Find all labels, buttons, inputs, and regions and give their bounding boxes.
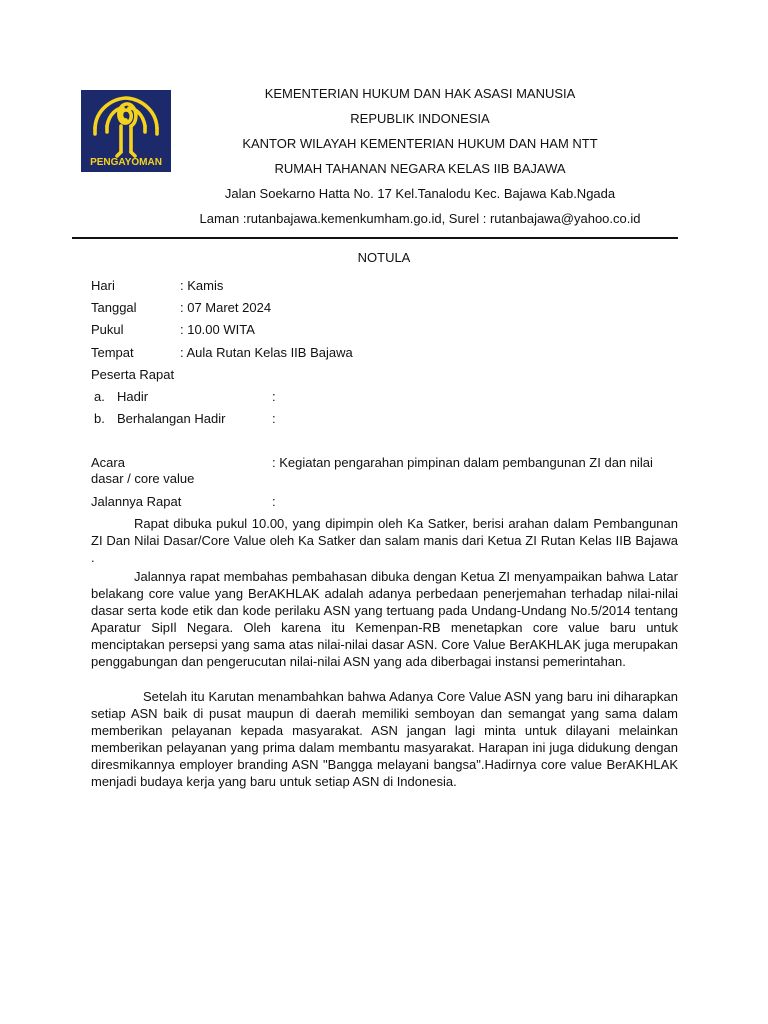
letterhead-country: REPUBLIK INDONESIA <box>350 111 490 126</box>
participant-value: : <box>272 389 276 404</box>
agenda-text-line-1: : Kegiatan pengarahan pimpinan dalam pembangunan ZI dan nilai <box>272 455 653 470</box>
participant-value: : <box>272 411 276 426</box>
field-value: : Aula Rutan Kelas IIB Bajawa <box>180 345 353 360</box>
field-value: : 07 Maret 2024 <box>180 300 272 315</box>
field-value: : 10.00 WITA <box>180 322 255 337</box>
document-title: NOTULA <box>357 250 411 265</box>
field-value: : Kamis <box>180 278 224 293</box>
logo-text: PENGAYOMAN <box>90 157 162 168</box>
letterhead-regional-office: KANTOR WILAYAH KEMENTERIAN HUKUM DAN HAM NTT <box>242 136 598 151</box>
proceedings-label: Jalannya Rapat <box>91 494 182 509</box>
list-marker: a. <box>94 389 105 404</box>
letterhead-contact: Laman :rutanbajawa.kemenkumham.go.id, Surel : rutanbajawa@yahoo.co.id <box>199 211 641 226</box>
paragraph-opening: Rapat dibuka pukul 10.00, yang dipimpin oleh Ka Satker, berisi arahan dalam Pembangunan ZI Dan Nilai Dasar/Core Value oleh Ka Satker dan salam manis dari Ketua ZI Rutan Kelas IIB Bajawa . <box>91 516 678 565</box>
paragraph-closing: Setelah itu Karutan menambahkan bahwa Adanya Core Value ASN yang baru ini diharapkan setiap ASN baik di pusat maupun di daerah memiliki semboyan dan semangat yang sama dalam memberikan pelayanan kepada masyarakat. ASN jangan lagi minta untuk dilayani melainkan memberikan pelayanan yang prima dalam membantu masyarakat. Harapan ini juga didukung dengan diresmikannya employer branding ASN "Bangga melayani bangsa".Hadirnya core value BerAKHLAK menjadi budaya kerja yang baru untuk setiap ASN di Indonesia. <box>91 689 678 789</box>
letterhead-divider <box>72 237 678 239</box>
paragraph-discussion: Jalannya rapat membahas pembahasan dibuka dengan Ketua ZI menyampaikan bahwa Latar belakang core value yang BerAKHLAK adalah adanya perbedaan penerjemahan terhadap nilai-nilai dasar serta kode etik dan kode perilaku ASN yang tertuang pada Undang-Undang No.5/2014 tentang Aparatur SipIl Negara. Oleh karena itu Kemenpan-RB menetapkan core value baru untuk menciptakan persepsi yang sama atas nilai-nilai dasar ASN. Core Value BerAKHLAK juga merupakan penggabungan dan pengerucutan nilai-nilai ASN yang ada diberbagai instansi pemerintahan. <box>91 569 678 669</box>
agenda-label: Acara <box>91 455 125 470</box>
field-label: Tanggal <box>91 300 137 315</box>
letterhead-ministry: KEMENTERIAN HUKUM DAN HAK ASASI MANUSIA <box>264 86 576 101</box>
pengayoman-logo <box>81 90 171 172</box>
pengayoman-emblem-icon <box>81 90 171 172</box>
list-marker: b. <box>94 411 105 426</box>
letterhead-address: Jalan Soekarno Hatta No. 17 Kel.Tanalodu Kec. Bajawa Kab.Ngada <box>224 186 616 201</box>
participant-label: Hadir <box>117 389 149 404</box>
agenda-text-line-2: dasar / core value <box>91 471 195 486</box>
field-label: Tempat <box>91 345 134 360</box>
proceedings-colon: : <box>272 494 276 509</box>
participant-label: Berhalangan Hadir <box>117 411 226 426</box>
letterhead-institution: RUMAH TAHANAN NEGARA KELAS IIB BAJAWA <box>274 161 566 176</box>
field-label: Pukul <box>91 322 124 337</box>
field-label: Peserta Rapat <box>91 367 175 382</box>
field-label: Hari <box>91 278 115 293</box>
